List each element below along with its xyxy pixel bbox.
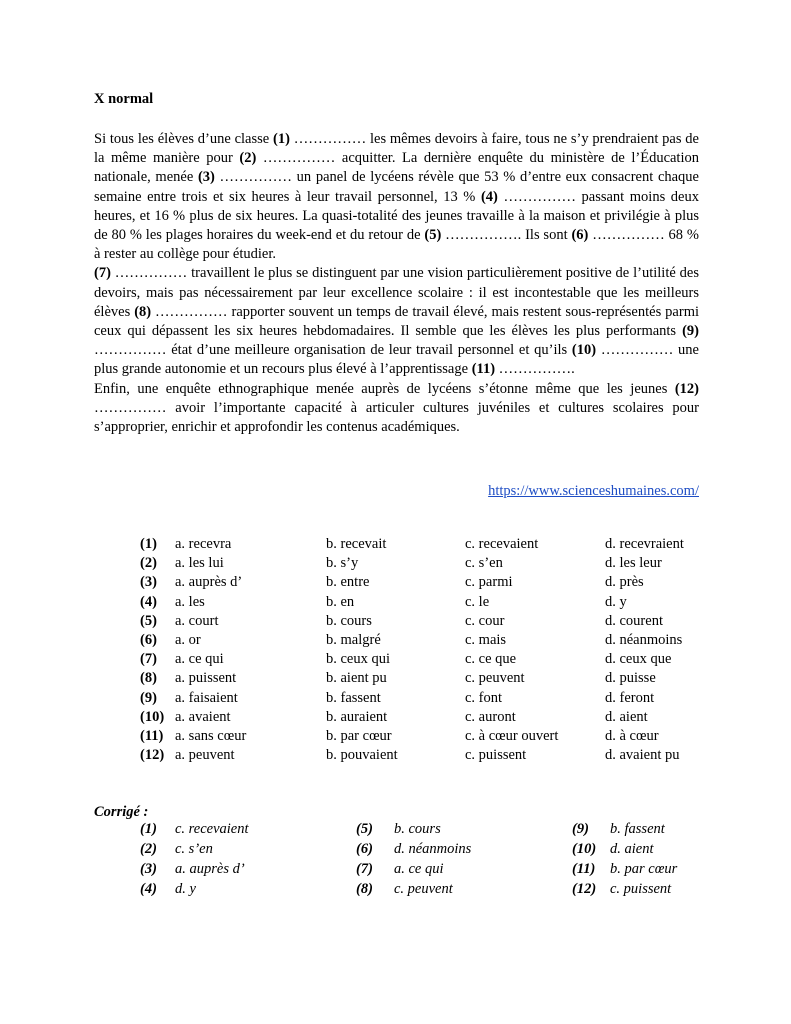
option-d: d. aient [605,708,648,725]
choice-row [140,747,700,766]
choice-row [140,555,700,574]
text-segment: …………… travaillent le plus se distinguent par une vision particulièrement positive de l’utilité des devoirs, mais pas nécessairement par leur excellence scolaire : il est incontestable que les meilleurs élèves [94,265,699,320]
document-heading: X normal [94,91,154,107]
option-a: a. court [175,612,219,629]
corrige-answer: a. ce qui [394,861,444,877]
option-a: a. les [175,593,205,610]
choice-row [140,594,700,613]
option-b: b. aient pu [326,670,387,687]
question-number: (11) [140,727,164,744]
text-segment: …………… une plus grande autonomie et un recours plus élevé à l’apprentissage [94,342,699,378]
corrige-number: (8) [356,881,373,897]
text-segment: …………… état d’une meilleure organisation de leur travail personnel et qu’ils [94,342,572,359]
corrige-number: (7) [356,861,373,877]
blank-number: (2) [239,150,257,167]
option-c: c. ce que [465,651,517,668]
text-segment: …………… acquitter. La dernière enquête du ministère de l’Éducation nationale, menée [94,150,699,186]
question-number: (5) [140,612,157,629]
corrige-answer: d. néanmoins [394,841,472,857]
blank-number: (10) [571,342,597,359]
question-number: (4) [140,593,157,610]
blank-number: (8) [134,303,152,320]
text-segment: …………… les mêmes devoirs à faire, tous ne s’y prendraient pas de la même manière pour [94,131,699,167]
option-d: d. feront [605,689,655,706]
question-number: (2) [140,555,157,572]
source-link[interactable]: https://www.scienceshumaines.com/ [488,483,699,499]
question-number: (9) [140,689,157,706]
choice-row [140,690,700,709]
choice-row [140,536,700,555]
corrige-answer: d. y [175,881,196,897]
option-b: b. fassent [326,689,381,706]
option-a: a. puissent [175,670,237,687]
corrige-number: (5) [356,821,373,837]
choice-row [140,709,700,728]
option-c: c. mais [465,631,507,648]
choice-row [140,574,700,593]
option-b: b. pouvaient [326,747,398,764]
option-b: b. ceux qui [326,651,391,668]
question-number: (1) [140,536,157,552]
corrige-row [140,881,700,901]
option-a: a. recevra [175,536,232,552]
text-segment: …………… rapporter souvent un temps de travail élevé, mais restent sous-représentés parmi ceux qui dépassent les six heures hebdomadaires. Il semble que les élèves les plus performants [94,303,700,340]
text-segment: ……………. Ils sont [441,227,572,244]
option-d: d. à cœur [605,727,659,744]
option-b: b. cours [326,612,372,629]
corrige-answer: a. auprès d’ [175,861,245,877]
text-segment: ……………. [495,361,575,378]
question-number: (3) [140,574,157,591]
paragraph-2 [94,264,699,379]
paragraph-1 [94,130,699,264]
option-d: d. courent [605,612,663,629]
option-a: a. faisaient [175,689,238,706]
option-d: d. néanmoins [605,631,683,648]
corrige-title: Corrigé : [94,804,149,820]
corrige-table [140,821,700,901]
question-number: (6) [140,631,157,648]
option-a: a. les lui [175,555,224,572]
text-segment: …………… 68 % à rester au collège pour étudier. [94,227,699,263]
choice-row [140,632,700,651]
option-d: d. ceux que [605,651,672,668]
corrige-answer: b. par cœur [610,861,678,877]
corrige-number: (10) [572,841,597,857]
corrige-answer: b. fassent [610,821,665,837]
corrige-number: (3) [140,861,157,877]
corrige-number: (4) [140,881,157,897]
option-b: b. en [326,593,355,610]
corrige-number: (1) [140,821,157,837]
choice-row [140,613,700,632]
corrige-answer: b. cours [394,821,441,837]
exercise-text [94,130,699,437]
corrige-answer: c. s’en [175,841,213,857]
text-segment: …………… avoir l’importante capacité à articuler cultures juvéniles et cultures scolaires pour s’approprier, enrichir et approfondir les contenus académiques. [94,399,699,436]
option-c: c. peuvent [465,670,525,687]
option-c: c. le [465,593,490,610]
option-c: c. puissent [465,747,527,764]
blank-number: (1) [272,131,290,147]
corrige-row [140,841,700,861]
blank-number: (7) [94,265,111,282]
option-d: d. puisse [605,670,656,687]
option-d: d. avaient pu [605,747,680,764]
choice-row [140,651,700,670]
option-c: c. auront [465,708,516,725]
option-b: b. s’y [326,555,359,572]
option-a: a. auprès d’ [175,574,243,591]
corrige-number: (12) [572,881,597,897]
question-number: (7) [140,651,157,668]
choice-row [140,670,700,689]
blank-number: (12) [674,380,699,397]
corrige-answer: c. puissent [610,881,672,897]
option-b: b. par cœur [326,727,392,744]
corrige-number: (9) [572,821,589,837]
option-c: c. font [465,689,503,706]
corrige-row [140,861,700,881]
corrige-number: (11) [572,861,596,877]
option-c: c. cour [465,612,505,629]
option-a: a. ce qui [175,651,224,668]
choices-table [140,536,700,766]
option-c: c. s’en [465,555,503,572]
blank-number: (9) [682,323,699,340]
option-b: b. malgré [326,631,381,648]
option-d: d. y [605,593,627,610]
question-number: (10) [140,708,165,725]
blank-number: (6) [571,227,589,244]
option-a: a. sans cœur [175,727,247,744]
option-d: d. recevraient [605,536,684,552]
text-segment: Si tous les élèves d’une classe [94,131,273,147]
corrige-number: (6) [356,841,373,857]
corrige-answer: c. recevaient [175,821,249,837]
text-segment: …………… passant moins deux heures, et 16 % plus de six heures. La quasi-totalité des jeunes travaille à la maison et privilégie à plus de 80 % les plages horaires du week-end et du retour de [94,188,699,244]
option-a: a. or [175,631,201,648]
option-a: a. peuvent [175,747,235,764]
text-segment: Enfin, une enquête ethnographique menée auprès de lycéens s’étonne même que les jeunes [94,380,675,397]
option-c: c. recevaient [465,536,539,552]
corrige-answer: c. peuvent [394,881,453,897]
option-d: d. les leur [605,555,662,572]
question-number: (12) [140,747,165,764]
choice-row [140,728,700,747]
corrige-answer: d. aient [610,841,654,857]
option-b: b. entre [326,574,370,591]
blank-number: (4) [480,188,498,205]
text-segment: …………… un panel de lycéens révèle que 53 % d’entre eux consacrent chaque semaine entre trois et six heures à leur travail personnel, 13 % [94,169,699,205]
paragraph-3 [94,380,699,438]
question-number: (8) [140,670,157,687]
option-c: c. à cœur ouvert [465,727,559,744]
corrige-row [140,821,700,841]
option-d: d. près [605,574,644,591]
blank-number: (11) [471,361,496,378]
blank-number: (3) [197,169,215,186]
option-b: b. recevait [326,536,387,552]
option-b: b. auraient [326,708,388,725]
corrige-number: (2) [140,841,157,857]
blank-number: (5) [424,227,442,244]
option-a: a. avaient [175,708,231,725]
option-c: c. parmi [465,574,513,591]
